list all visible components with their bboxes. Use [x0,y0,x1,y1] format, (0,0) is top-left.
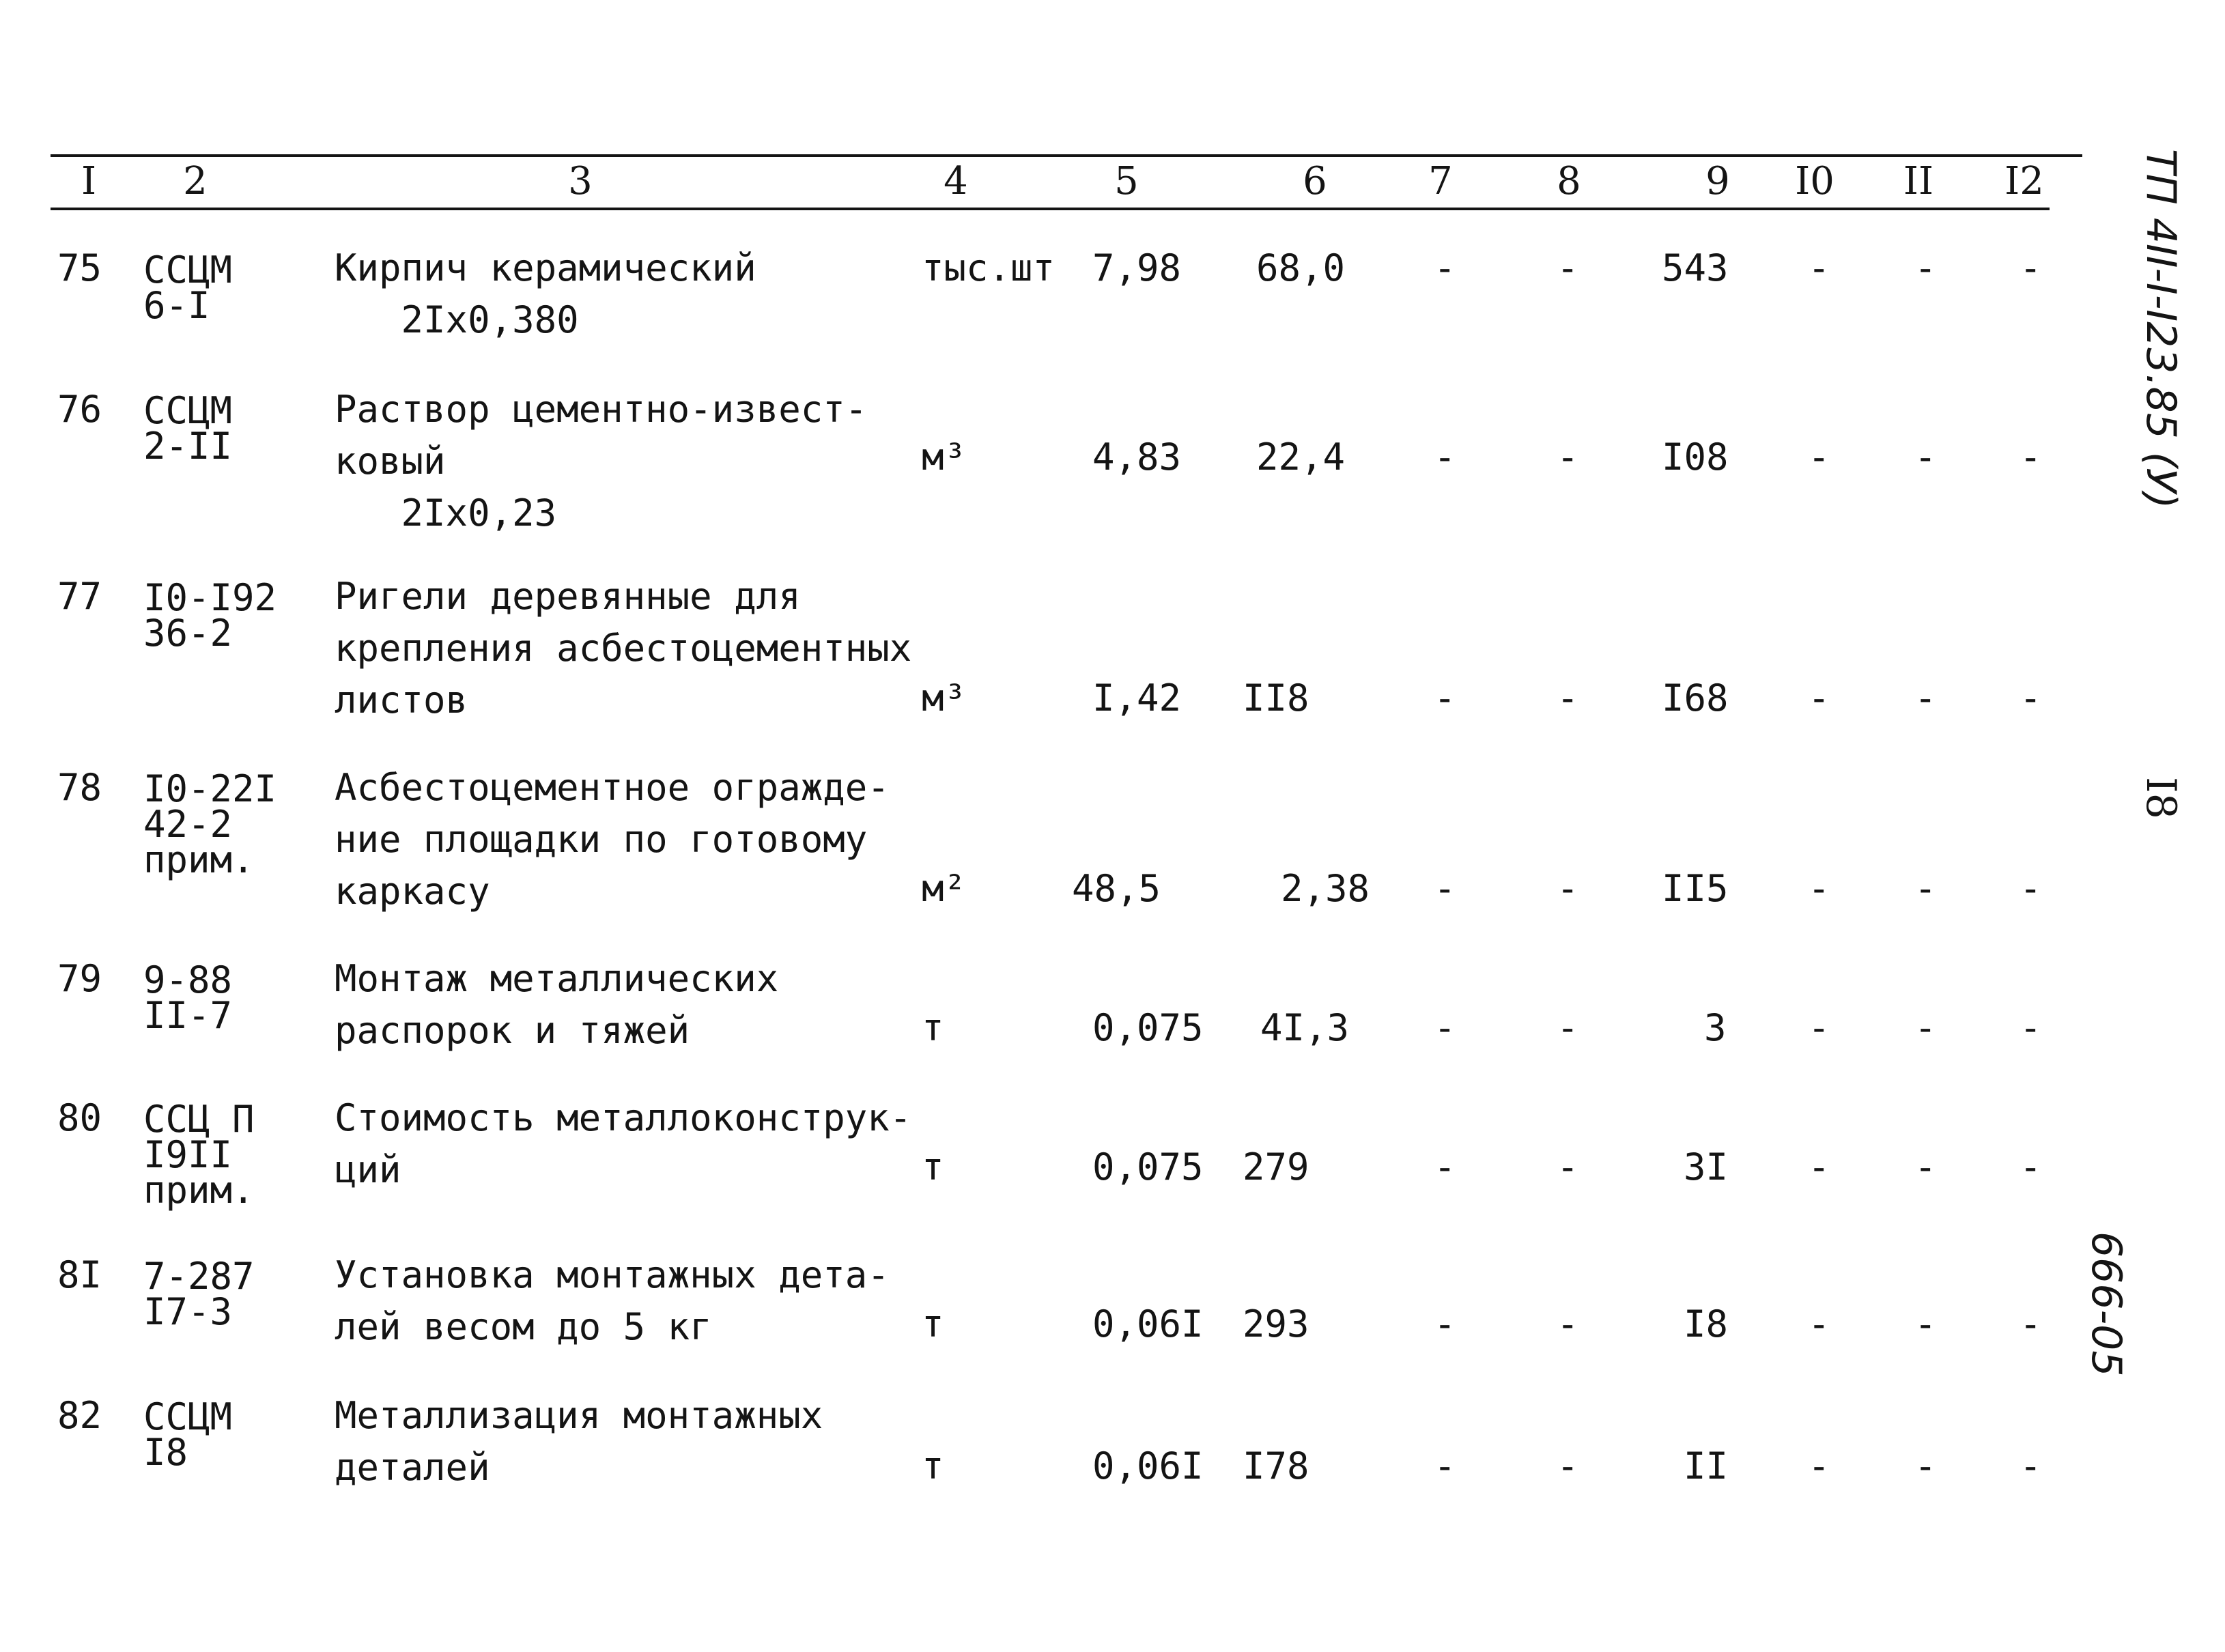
row-col11: - [1914,436,1937,479]
row-col7: - [1434,1444,1456,1487]
row-description: Стоимость металлоконструк- ций [335,1096,912,1191]
row-col8: - [1557,1006,1579,1049]
header-col-9: 9 [1705,159,1730,203]
sheet-code: 666-05 [2082,1231,2130,1377]
row-number: 79 [57,957,102,1000]
row-col12: - [2019,1006,2042,1049]
header-col-10: I0 [1795,159,1834,203]
row-col7: - [1434,867,1456,910]
row-code: ССЦ П I9II прим. [143,1098,255,1212]
header-col-4: 4 [944,159,968,203]
header-col-1: I [81,159,97,203]
row-col6: I78 [1243,1444,1309,1487]
row-col11: - [1914,1444,1937,1487]
row-number: 82 [57,1394,102,1437]
row-col7: - [1434,1006,1456,1049]
row-col7: - [1434,246,1456,289]
row-code: ССЦМ 6-I [143,248,233,327]
row-code: I0-I92 36-2 [143,576,277,655]
row-col10: - [1808,867,1830,910]
row-number: 8I [57,1253,102,1296]
row-col5: 0,06I [1092,1302,1204,1345]
row-col10: - [1808,1302,1830,1345]
header-col-12: I2 [2004,159,2044,203]
row-description: Раствор цементно-извест- ковый 2Iх0,23 [335,388,868,535]
row-code: I0-22I 42-2 прим. [143,767,277,881]
row-col5: 0,075 [1092,1006,1204,1049]
row-col11: - [1914,1145,1937,1188]
row-col11: - [1914,1006,1937,1049]
row-col10: - [1808,1006,1830,1049]
row-col8: - [1557,436,1579,479]
table-top-rule [51,154,2082,157]
row-col9: I68 [1662,677,1729,720]
row-col9: I08 [1662,436,1729,479]
row-number: 78 [57,766,102,809]
row-col11: - [1914,867,1937,910]
row-unit: т [922,1444,944,1487]
row-col11: - [1914,1302,1937,1345]
row-col6: 4I,3 [1260,1006,1350,1049]
page-number: I8 [2137,777,2185,819]
row-col6: 293 [1243,1302,1309,1345]
row-description: Асбестоцементное огражде- ние площадки по готовому каркасу [335,766,890,913]
row-col10: - [1808,246,1830,289]
row-code: ССЦМ 2-II [143,389,233,468]
row-unit: м² [922,867,967,910]
row-col12: - [2019,1444,2042,1487]
row-col8: - [1557,867,1579,910]
row-col11: - [1914,246,1937,289]
row-col9: 3I [1684,1145,1729,1188]
row-code: 9-88 II-7 [143,958,233,1037]
row-col5: 0,075 [1092,1145,1204,1188]
row-col7: - [1434,1302,1456,1345]
header-col-11: II [1903,159,1934,203]
row-col11: - [1914,677,1937,720]
row-col12: - [2019,677,2042,720]
row-description: Металлизация монтажных деталей [335,1394,823,1489]
row-unit: м³ [922,436,967,479]
row-col5: 48,5 [1072,867,1161,910]
row-col12: - [2019,1145,2042,1188]
header-col-6: 6 [1303,159,1327,203]
row-col10: - [1808,436,1830,479]
row-col10: - [1808,677,1830,720]
row-col5: 7,98 [1092,246,1182,289]
header-col-3: 3 [568,159,593,203]
header-col-7: 7 [1428,159,1453,203]
header-col-8: 8 [1557,159,1581,203]
row-col8: - [1557,1302,1579,1345]
row-unit: т [922,1145,944,1188]
row-number: 77 [57,575,102,618]
row-code: ССЦМ I8 [143,1395,233,1474]
row-col7: - [1434,677,1456,720]
row-col5: 0,06I [1092,1444,1204,1487]
row-number: 75 [57,246,102,289]
row-col12: - [2019,246,2042,289]
row-col9: II [1684,1444,1729,1487]
row-col10: - [1808,1145,1830,1188]
header-col-2: 2 [183,159,208,203]
row-col7: - [1434,436,1456,479]
row-col9: 543 [1662,246,1729,289]
row-col8: - [1557,677,1579,720]
row-description: Ригели деревянные для крепления асбестоцементных листов [335,575,912,722]
row-col8: - [1557,246,1579,289]
row-code: 7-287 I7-3 [143,1255,255,1333]
row-col7: - [1434,1145,1456,1188]
table-header-rule [51,208,2050,210]
row-number: 76 [57,388,102,431]
row-number: 80 [57,1096,102,1139]
row-col12: - [2019,867,2042,910]
row-unit: тыс.шт [922,246,1055,289]
row-col12: - [2019,1302,2042,1345]
row-description: Кирпич керамический 2Iх0,380 [335,246,756,341]
row-unit: м³ [922,677,967,720]
row-col9: I8 [1684,1302,1729,1345]
row-description: Установка монтажных дета- лей весом до 5 кг [335,1253,890,1348]
row-col6: 2,38 [1281,867,1370,910]
row-col6: 22,4 [1256,436,1346,479]
row-col12: - [2019,436,2042,479]
row-unit: т [922,1302,944,1345]
document-code: ТП 4II-I-I23.85 (У) [2137,149,2185,509]
row-col9: 3 [1704,1006,1727,1049]
row-col8: - [1557,1145,1579,1188]
row-col8: - [1557,1444,1579,1487]
row-description: Монтаж металлических распорок и тяжей [335,957,779,1052]
row-col9: II5 [1662,867,1729,910]
row-col6: 68,0 [1256,246,1346,289]
row-col5: 4,83 [1092,436,1182,479]
row-col6: 279 [1243,1145,1309,1188]
row-col10: - [1808,1444,1830,1487]
row-col6: II8 [1243,677,1309,720]
row-col5: I,42 [1092,677,1182,720]
header-col-5: 5 [1114,159,1139,203]
row-unit: т [922,1006,944,1049]
